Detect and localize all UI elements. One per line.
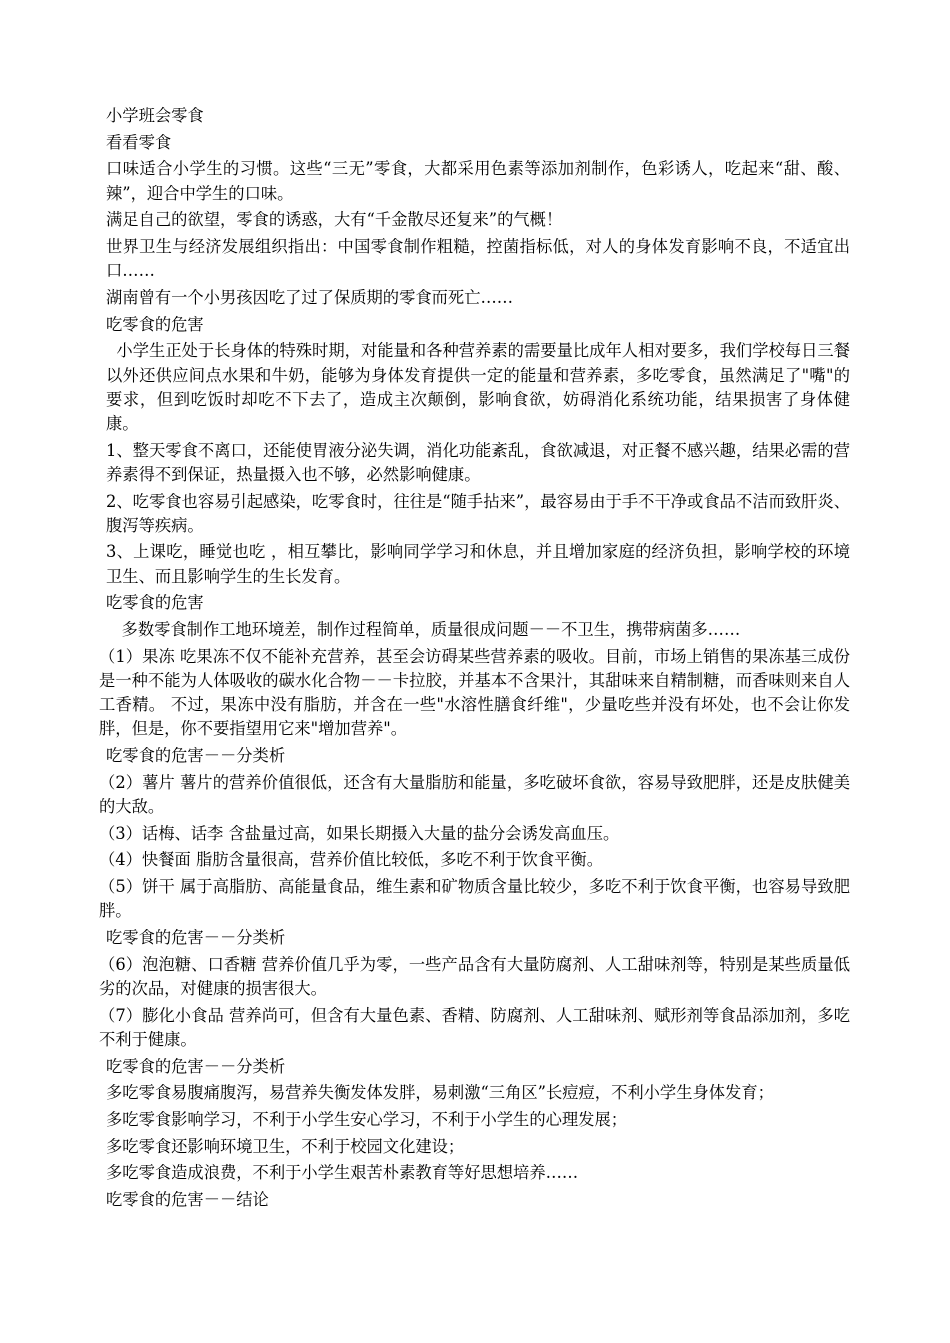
section-heading: 吃零食的危害－－结论 [106,1190,269,1210]
section-heading: 吃零食的危害－－分类析 [106,928,286,947]
list-item: （7）膨化小食品 营养尚可，但含有大量色素、香精、防腐剂、人工甜味剂、赋形剂等食品添加剂，多吃不利于健康。 [99,1005,850,1049]
list-item: 3、上课吃，睡觉也吃 ，相互攀比，影响同学学习和休息，并且增加家庭的经济负担，影响学校的环境卫生、而且影响学生的生长发育。 [106,542,850,586]
paragraph: 多吃零食易腹痛腹泻，易营养失衡发体发胖，易刺激“三角区”长痘痘，不利小学生身体发育； [106,1083,774,1103]
paragraph: 小学生正处于长身体的特殊时期，对能量和各种营养素的需要量比成年人相对要多，我们学校每日三餐以外还供应间点水果和牛奶，能够为身体发育提供一定的能量和营养素，多吃零食，虽然满足了"嘴"的要求，但到吃饭时却吃不下去了，造成主次颠倒，影响食欲，妨碍消化系统功能，结果损害了身体健康。 [106,341,850,433]
paragraph: 满足自己的欲望，零食的诱惑，大有“千金散尽还复来”的气概！ [106,210,563,230]
list-item: （4）快餐面 脂肪含量很高，营养价值比较低，多吃不利于饮食平衡。 [99,850,603,870]
list-item: （3）话梅、话李 含盐量过高，如果长期摄入大量的盐分会诱发高血压。 [99,823,620,843]
list-item: 1、整天零食不离口，还能使胃液分泌失调，消化功能紊乱，食欲减退，对正餐不感兴趣，结果必需的营养素得不到保证，热量摄入也不够，必然影响健康。 [106,440,850,484]
list-item: 2、吃零食也容易引起感染，吃零食时，往往是“随手拈来”，最容易由于手不干净或食品不洁而致肝炎、腹泻等疾病。 [106,491,850,535]
section-heading: 吃零食的危害－－分类析 [106,1056,286,1076]
section-heading: 吃零食的危害 [106,314,204,334]
section-heading: 吃零食的危害 [106,593,204,613]
paragraph: 看看零食 [106,132,172,152]
paragraph: 口味适合小学生的习惯。这些“三无”零食，大都采用色素等添加剂制作，色彩诱人，吃起来“甜、酸、辣”，迎合中学生的口味。 [106,159,850,203]
section-heading: 吃零食的危害－－分类析 [106,746,286,766]
paragraph: 世界卫生与经济发展组织指出：中国零食制作粗糙，控菌指标低，对人的身体发育影响不良，不适宜出口…… [106,237,850,281]
doc-title: 小学班会零食 [106,106,204,125]
list-item: （5）饼干 属于高脂肪、高能量食品，维生素和矿物质含量比较少，多吃不利于饮食平衡，也容易导致肥胖。 [99,877,850,921]
paragraph: 湖南曾有一个小男孩因吃了过了保质期的零食而死亡…… [106,287,514,307]
list-item: （6）泡泡糖、口香糖 营养价值几乎为零，一些产品含有大量防腐剂、人工甜味剂等，特别是某些质量低劣的次品，对健康的损害很大。 [99,954,850,998]
paragraph: 多数零食制作工地环境差，制作过程简单，质量很成问题－－不卫生，携带病菌多…… [106,620,741,640]
document-page [99,104,850,1212]
list-item: （2）薯片 薯片的营养价值很低，还含有大量脂肪和能量，多吃破坏食欲，容易导致肥胖，还是皮肤健美的大敌。 [99,772,850,816]
paragraph: 多吃零食造成浪费，不利于小学生艰苦朴素教育等好思想培养…… [106,1163,579,1183]
paragraph: 多吃零食影响学习，不利于小学生安心学习，不利于小学生的心理发展； [106,1109,628,1129]
paragraph: 多吃零食还影响环境卫生，不利于校园文化建设； [106,1136,465,1156]
list-item: （1）果冻 吃果冻不仅不能补充营养，甚至会访碍某些营养素的吸收。目前，市场上销售的果冻基三成份是一种不能为人体吸收的碳水化合物－－卡拉胶，并基本不含果汁，其甜味来自精制糖，而香味则来自人工香精。 不过，果冻中没有脂肪，并含在一些"水溶性膳食纤维"，少量吃些并没有坏处，也不会让你发胖，但是，你不要指望用它来"增加营养"。 [99,646,850,739]
